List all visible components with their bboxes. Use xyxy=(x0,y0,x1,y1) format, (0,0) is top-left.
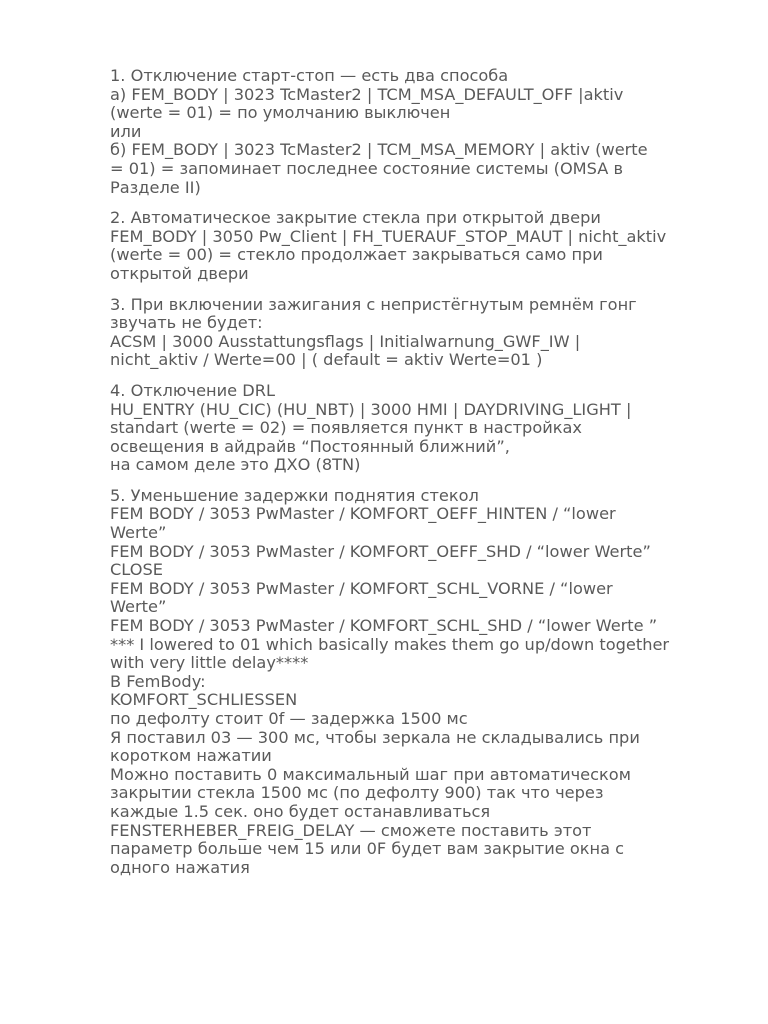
text-line: ACSM | 3000 Ausstattungsflags | Initialwarnung_GWF_IW | xyxy=(110,331,581,351)
text-line: FENSTERHEBER_FREIG_DELAY — сможете поставить этот xyxy=(110,820,592,840)
text-line: FEM_BODY | 3050 Pw_Client | FH_TUERAUF_STOP_MAUT | nicht_aktiv xyxy=(110,226,667,246)
text-line: Werte” xyxy=(110,523,167,543)
text-line: = 01) = запоминает последнее состояние системы (OMSA в xyxy=(110,158,623,178)
text-line: открытой двери xyxy=(110,263,249,283)
section-4-drl xyxy=(110,382,730,475)
section-heading: 4. Отключение DRL xyxy=(110,380,275,400)
text-line: В FemBody: xyxy=(110,671,206,691)
text-line: nicht_aktiv / Werte=00 | ( default = aktiv Werte=01 ) xyxy=(110,350,543,370)
text-line: параметр больше чем 15 или 0F будет вам закрытие окна с xyxy=(110,839,625,859)
section-heading: 1. Отключение старт-стоп — есть два способа xyxy=(110,66,509,85)
section-2-window-close xyxy=(110,209,730,283)
text-line: б) FEM_BODY | 3023 TcMaster2 | TCM_MSA_MEMORY | aktiv (werte xyxy=(110,140,648,160)
text-line: каждые 1.5 сек. оно будет останавливаться xyxy=(110,801,491,821)
text-line: коротком нажатии xyxy=(110,746,272,766)
text-line: а) FEM_BODY | 3023 TcMaster2 | TCM_MSA_DEFAULT_OFF |aktiv xyxy=(110,84,624,104)
text-line: FEM BODY / 3053 PwMaster / KOMFORT_SCHL_SHD / “lower Werte ” xyxy=(110,616,658,636)
text-line: Werte” xyxy=(110,597,167,617)
text-line: одного нажатия xyxy=(110,857,250,877)
text-line: на самом деле это ДХО (8TN) xyxy=(110,455,361,475)
section-5-window-delay xyxy=(110,487,730,877)
text-line: Разделе II) xyxy=(110,177,201,197)
text-line: закрытии стекла 1500 мс (по дефолту 900) так что через xyxy=(110,783,604,803)
text-line: Я поставил 03 — 300 мс, чтобы зеркала не складывались при xyxy=(110,727,640,747)
text-line: FEM BODY / 3053 PwMaster / KOMFORT_SCHL_VORNE / “lower xyxy=(110,578,613,598)
text-line: FEM BODY / 3053 PwMaster / KOMFORT_OEFF_SHD / “lower Werte” xyxy=(110,541,651,561)
document-body xyxy=(110,67,730,889)
section-heading: 5. Уменьшение задержки поднятия стекол xyxy=(110,485,479,505)
text-line: FEM BODY / 3053 PwMaster / KOMFORT_OEFF_HINTEN / “lower xyxy=(110,504,616,524)
text-line: standart (werte = 02) = появляется пункт в настройках xyxy=(110,418,583,438)
section-heading: 2. Автоматическое закрытие стекла при открытой двери xyxy=(110,208,601,228)
text-line: по дефолту стоит 0f — задержка 1500 мс xyxy=(110,709,468,728)
section-heading: 3. При включении зажигания с непристёгнутым ремнём гонг xyxy=(110,294,637,314)
text-line: (werte = 01) = по умолчанию выключен xyxy=(110,103,451,123)
section-1-start-stop xyxy=(110,67,730,197)
text-line: или xyxy=(110,121,142,141)
text-line: HU_ENTRY (HU_CIC) (HU_NBT) | 3000 HMI | DAYDRIVING_LIGHT | xyxy=(110,399,632,419)
text-line: Можно поставить 0 максимальный шаг при автоматическом xyxy=(110,764,631,784)
text-line: (werte = 00) = стекло продолжает закрываться само при xyxy=(110,245,603,265)
text-line: CLOSE xyxy=(110,560,163,580)
section-3-seatbelt-chime xyxy=(110,296,730,370)
text-line: освещения в айдрайв “Постоянный ближний”, xyxy=(110,436,510,456)
text-line: with very little delay**** xyxy=(110,653,309,673)
text-line: KOMFORT_SCHLIESSEN xyxy=(110,690,298,710)
text-line: *** I lowered to 01 which basically makes them go up/down together xyxy=(110,634,670,654)
text-line: звучать не будет: xyxy=(110,313,263,333)
